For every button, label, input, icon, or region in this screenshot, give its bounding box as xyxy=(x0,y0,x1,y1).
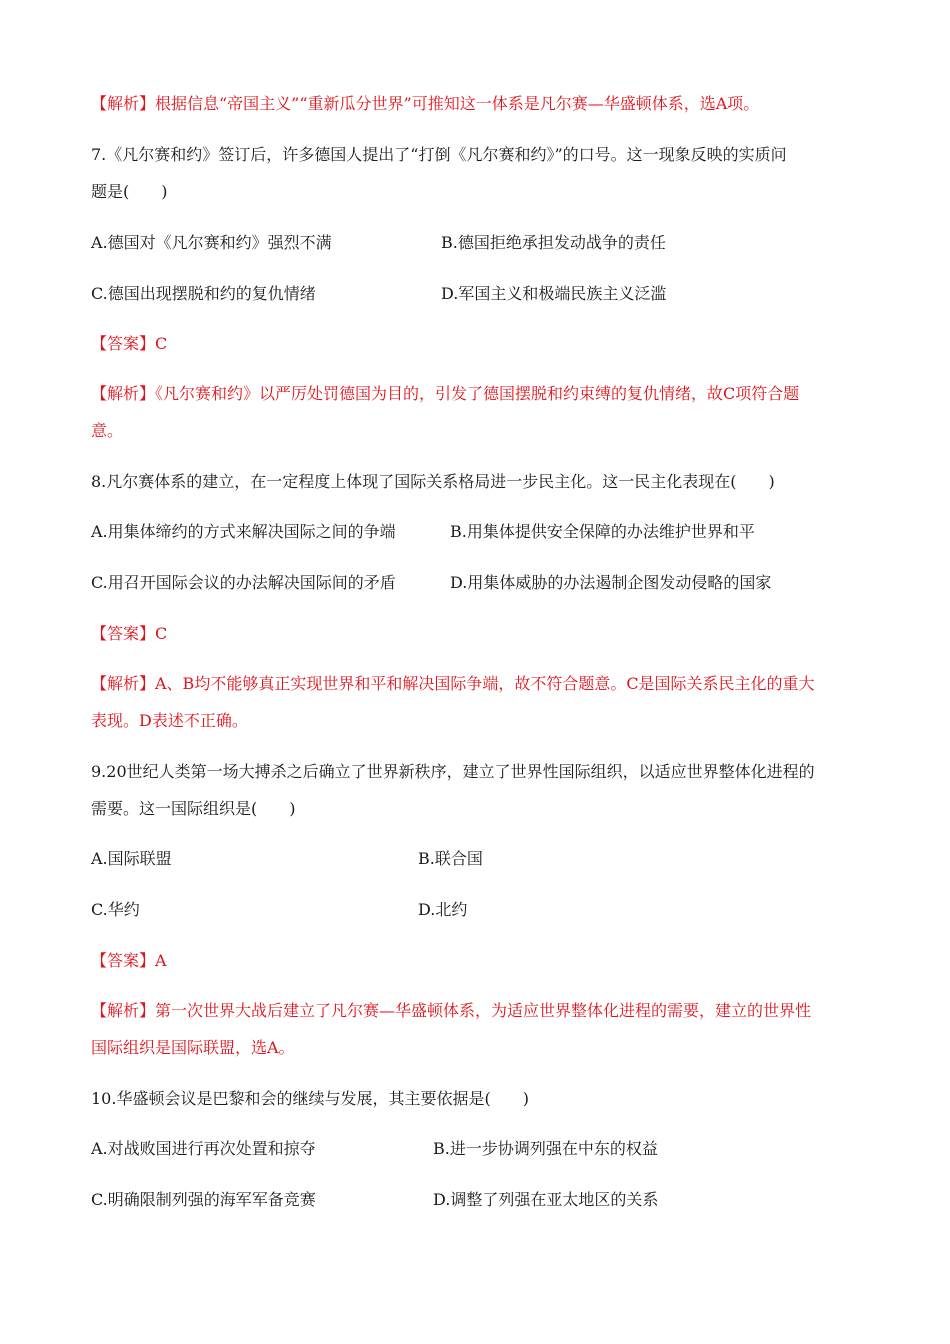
question-7-text-cont: 题是( ) xyxy=(91,182,168,201)
question-8-text: 8.凡尔赛体系的建立，在一定程度上体现了国际关系格局进一步民主化。这一民主化表现在( ) xyxy=(91,472,775,491)
answer-q9: 【答案】A xyxy=(91,951,167,970)
analysis-q9-cont: 国际组织是国际联盟，选A。 xyxy=(91,1038,295,1057)
q7-option-d: D.军国主义和极端民族主义泛滥 xyxy=(441,284,667,303)
q10-option-a: A.对战败国进行再次处置和掠夺 xyxy=(91,1139,316,1158)
q7-option-c: C.德国出现摆脱和约的复仇情绪 xyxy=(91,284,316,303)
question-10-text: 10.华盛顿会议是巴黎和会的继续与发展，其主要依据是( ) xyxy=(91,1089,529,1108)
analysis-q6: 【解析】根据信息“帝国主义”“重新瓜分世界”可推知这一体系是凡尔赛—华盛顿体系，选A项。 xyxy=(91,94,760,113)
analysis-q9: 【解析】第一次世界大战后建立了凡尔赛—华盛顿体系，为适应世界整体化进程的需要，建立的世界性 xyxy=(91,1001,812,1020)
q10-option-c: C.明确限制列强的海军军备竞赛 xyxy=(91,1190,316,1209)
q9-option-a: A.国际联盟 xyxy=(91,849,172,868)
q9-option-d: D.北约 xyxy=(418,900,468,919)
answer-q7: 【答案】C xyxy=(91,334,168,353)
question-7-text: 7.《凡尔赛和约》签订后，许多德国人提出了“打倒《凡尔赛和约》”的口号。这一现象反映的实质问 xyxy=(91,145,787,164)
q10-option-b: B.进一步协调列强在中东的权益 xyxy=(433,1139,658,1158)
question-9-text-cont: 需要。这一国际组织是( ) xyxy=(91,799,296,818)
q7-option-b: B.德国拒绝承担发动战争的责任 xyxy=(441,233,666,252)
q10-option-d: D.调整了列强在亚太地区的关系 xyxy=(433,1190,659,1209)
q9-option-c: C.华约 xyxy=(91,900,140,919)
q9-option-b: B.联合国 xyxy=(418,849,483,868)
analysis-q8: 【解析】A、B均不能够真正实现世界和平和解决国际争端，故不符合题意。C是国际关系民主化的重大 xyxy=(91,674,815,693)
q8-option-d: D.用集体威胁的办法遏制企图发动侵略的国家 xyxy=(450,573,772,592)
analysis-q7: 【解析】《凡尔赛和约》以严厉处罚德国为目的，引发了德国摆脱和约束缚的复仇情绪，故C项符合题 xyxy=(91,384,800,403)
analysis-q7-cont: 意。 xyxy=(91,421,124,440)
q8-option-c: C.用召开国际会议的办法解决国际间的矛盾 xyxy=(91,573,396,592)
answer-q8: 【答案】C xyxy=(91,624,168,643)
analysis-q8-cont: 表现。D表述不正确。 xyxy=(91,711,248,730)
q8-option-b: B.用集体提供安全保障的办法维护世界和平 xyxy=(450,522,755,541)
q8-option-a: A.用集体缔约的方式来解决国际之间的争端 xyxy=(91,522,396,541)
q7-option-a: A.德国对《凡尔赛和约》强烈不满 xyxy=(91,233,332,252)
question-9-text: 9.20世纪人类第一场大搏杀之后确立了世界新秩序，建立了世界性国际组织，以适应世界整体化进程的 xyxy=(91,762,815,781)
